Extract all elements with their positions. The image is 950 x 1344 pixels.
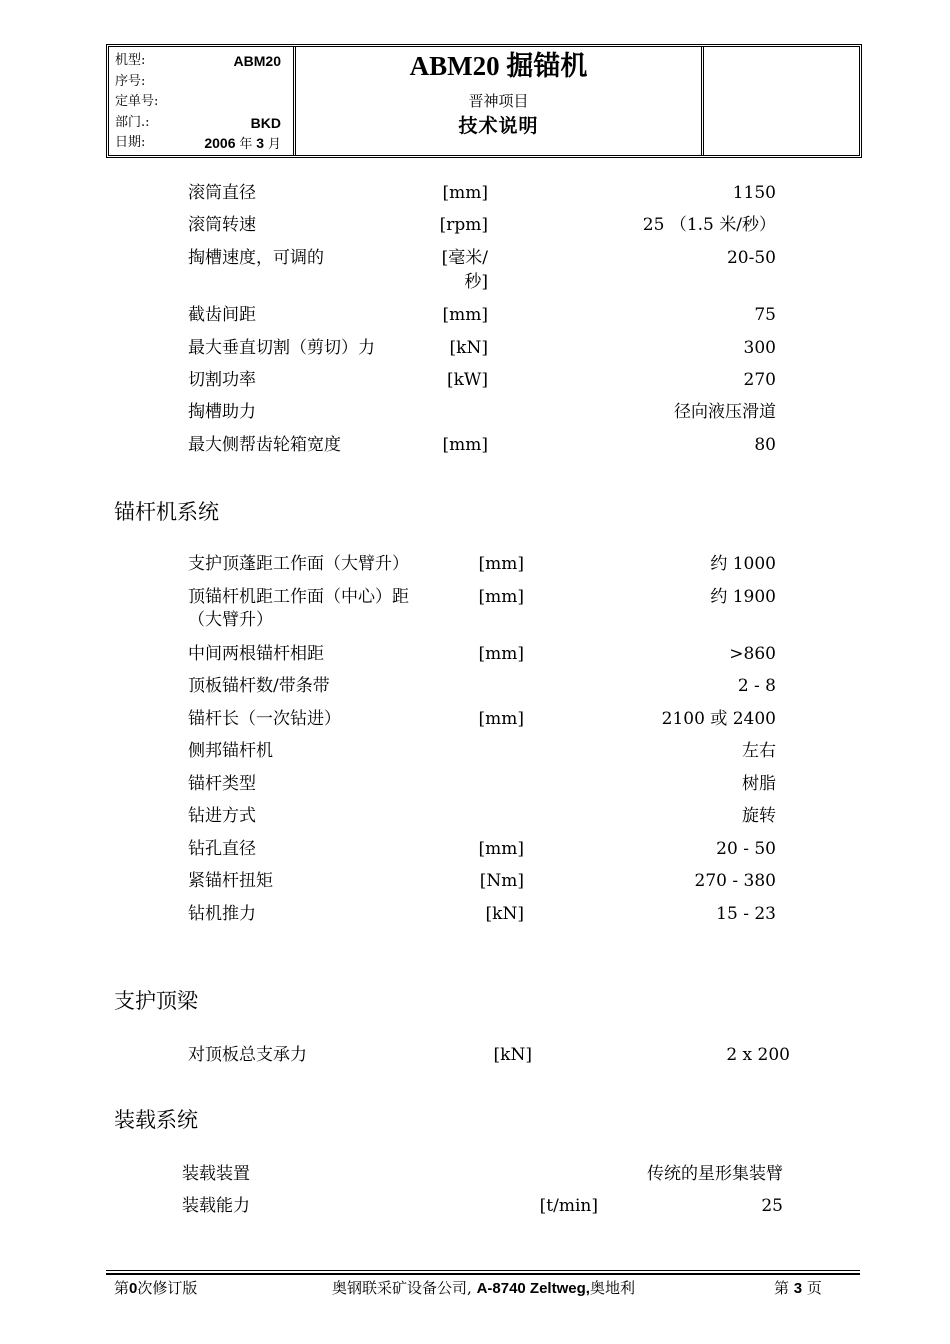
document-title: ABM20 掘锚机	[409, 51, 588, 81]
header-meta	[109, 47, 296, 155]
project-name: 晋神项目	[468, 92, 529, 110]
meta-model: 机型: ABM20	[115, 53, 281, 69]
meta-serial: 序号:	[115, 73, 146, 89]
footer-page-number: 第 3 页	[774, 1279, 822, 1297]
document-subtitle: 技术说明	[458, 116, 539, 137]
footer-divider	[106, 1270, 860, 1271]
footer-divider	[106, 1273, 860, 1275]
header-title-block	[296, 47, 704, 155]
footer-company: 奥钢联采矿设备公司, A-8740 Zeltweg,奥地利	[332, 1279, 635, 1297]
meta-date: 日期: 2006 年 3 月	[115, 135, 281, 152]
footer-revision: 第0次修订版	[114, 1279, 198, 1297]
section-heading-loading: 装载系统	[114, 1108, 198, 1132]
meta-department: 部门.: BKD	[115, 114, 281, 131]
section-heading-canopy: 支护顶梁	[114, 989, 198, 1013]
header-blank-cell	[704, 47, 859, 155]
document-header	[106, 44, 862, 158]
meta-order-no: 定单号:	[115, 94, 159, 109]
section-heading-bolting: 锚杆机系统	[114, 500, 219, 524]
